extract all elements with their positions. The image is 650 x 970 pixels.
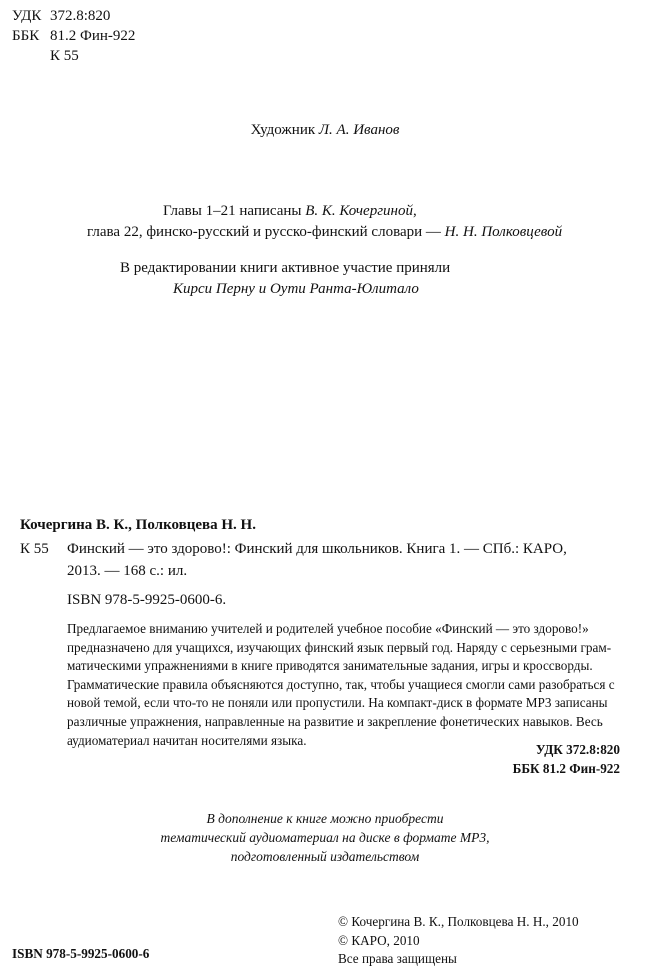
addon-line3: подготовленный издательством: [230, 849, 420, 864]
addon-note: [0, 809, 650, 866]
chapters-credit-line1: Главы 1–21 написаны В. К. Кочергиной,: [163, 203, 417, 219]
annotation-line: Предлагаемое вниманию учителей и родителей учебное пособие «Финский — это здорово!»: [67, 621, 589, 636]
annotation-line: матическими упражнениями в книге приводятся занимательные задания, игры и кроссворды.: [67, 658, 593, 674]
bbk-value: 81.2 Фин-922: [50, 28, 136, 44]
card-bbk: ББК 81.2 Фин-922: [512, 761, 620, 776]
author2-name: Н. Н. Полковцевой: [444, 224, 563, 240]
udk-label: УДК: [12, 8, 42, 24]
copyright-block: [338, 913, 579, 969]
card-authors: Кочергина В. К., Полковцева Н. Н.: [20, 517, 256, 533]
annotation-line: Грамматические правила объясняются доступно, так, чтобы учащиеся смогли сами разобраться с: [67, 676, 615, 692]
author1-name: В. К. Кочергиной: [305, 203, 413, 219]
artist-name: Л. А. Иванов: [318, 122, 400, 138]
copyright-publisher: © КАРО, 2010: [338, 932, 420, 948]
chapters-credit-line2: глава 22, финско-русский и русско-финский словари — Н. Н. Полковцевой: [87, 224, 563, 240]
addon-line2: тематический аудиоматериал на диске в формате MP3,: [160, 830, 490, 845]
editors-line1: В редактировании книги активное участие приняли: [120, 260, 451, 276]
bbk-label: ББК: [12, 28, 40, 44]
rights-reserved: Все права защищены: [338, 951, 457, 966]
isbn-bottom: ISBN 978-5-9925-0600-6: [12, 946, 150, 961]
classification-block: [12, 6, 135, 66]
artist-prefix: Художник: [250, 122, 319, 138]
annotation-line: аудиоматериал начитан носителями языка.: [67, 732, 307, 748]
card-udk: УДК 372.8:820: [535, 742, 620, 757]
udk-value: 372.8:820: [50, 8, 111, 24]
card-title-line1: Финский — это здорово!: Финский для школьников. Книга 1. — СПб.: КАРО,: [67, 541, 567, 557]
copyright-authors: © Кочергина В. К., Полковцева Н. Н., 2010: [338, 914, 579, 929]
annotation-line: новой темой, если что-то не поняли или пропустили. На компакт-диск в формате MP3 записаны: [67, 695, 608, 711]
author-mark: К 55: [50, 48, 79, 64]
card-isbn: ISBN 978-5-9925-0600-6.: [67, 592, 227, 608]
card-title-line2: 2013. — 168 с.: ил.: [67, 563, 188, 579]
annotation-line: предназначено для учащихся, изучающих финский язык первый год. Наряду с серьезными грам-: [67, 639, 612, 655]
artist-credit: [0, 122, 650, 139]
editors-line2: Кирси Перну и Оути Ранта-Юлитало: [173, 281, 419, 297]
annotation: [67, 620, 627, 750]
addon-line1: В дополнение к книге можно приобрести: [206, 811, 444, 826]
annotation-line: различные упражнения, направленные на развитие и закрепление фонетических навыков. Весь: [67, 713, 603, 729]
card-mark: К 55: [20, 541, 49, 557]
